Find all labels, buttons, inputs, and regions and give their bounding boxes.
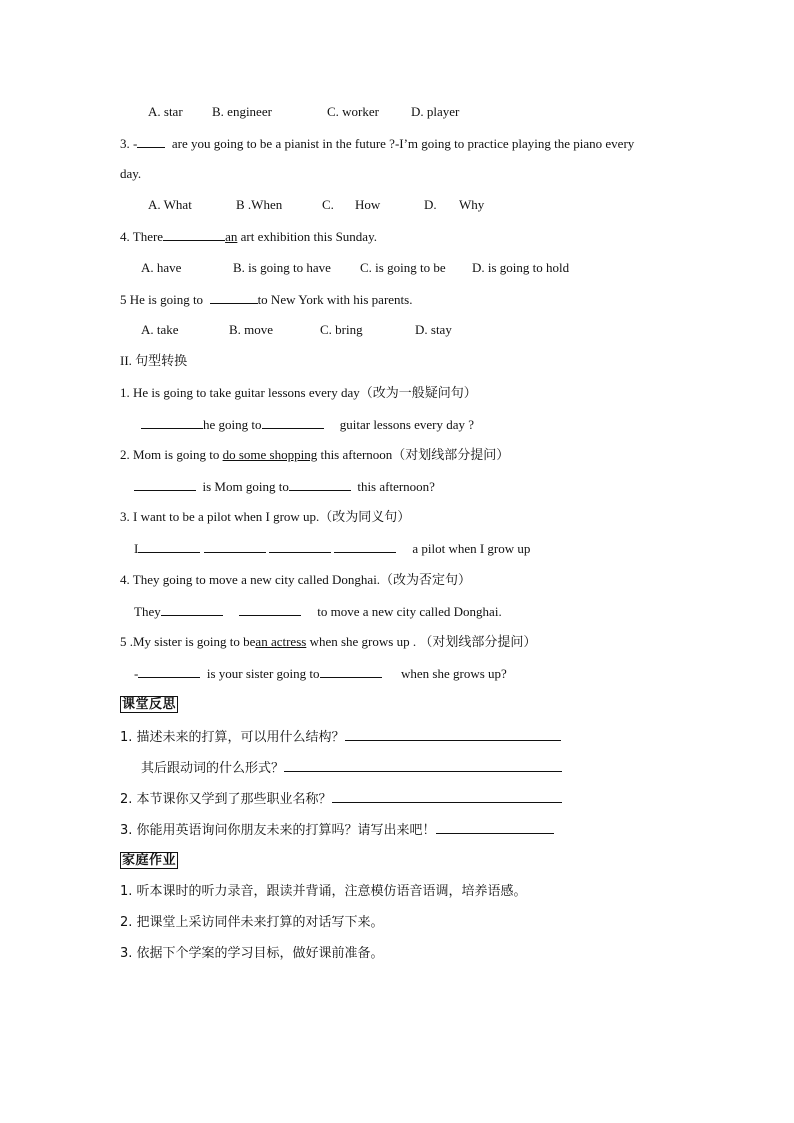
q4-question: [120, 228, 377, 245]
reflection-item-2: [120, 790, 562, 808]
answer-blank: [141, 416, 203, 429]
q3-option-a: A. What: [148, 197, 192, 212]
q4-option-a: A. have: [141, 260, 182, 275]
transform-4-prompt: 4. They going to move a new city called Donghai.（改为否定句）: [120, 572, 472, 587]
transform-2-mid: is Mom going to: [202, 479, 289, 494]
answer-blank: [284, 759, 562, 772]
q5-question: [120, 291, 412, 308]
homework-item-2: 2. 把课堂上采访同伴未来打算的对话写下来。: [120, 915, 384, 930]
homework-title: 家庭作业: [122, 853, 177, 868]
answer-blank: [320, 665, 382, 678]
answer-blank: [332, 790, 562, 803]
transform-2-underlined: do some shopping: [222, 447, 318, 462]
q4-option-d: D. is going to hold: [472, 260, 570, 275]
answer-blank: [262, 416, 324, 429]
transform-3-answer: [134, 540, 530, 557]
reflection-item-1b-text: 其后跟动词的什么形式？: [141, 761, 285, 776]
q3-text: are you going to be a pianist in the future ?-I’m going to practice playing the piano every: [171, 136, 635, 151]
transform-3-start: I: [134, 541, 139, 556]
answer-blank: [269, 540, 331, 553]
q5-text-end: to New York with his parents.: [257, 292, 413, 307]
answer-blank: [134, 478, 196, 491]
answer-blank: [345, 728, 561, 741]
transform-2-start: 2. Mom is going to: [120, 447, 220, 462]
transform-4-end: to move a new city called Donghai.: [317, 604, 502, 619]
q3-option-c: C.: [322, 197, 334, 212]
answer-blank: [161, 603, 223, 616]
q5-option-d: D. stay: [415, 322, 452, 337]
q4-option-c: C. is going to be: [360, 260, 446, 275]
reflection-item-1b: [141, 759, 562, 777]
transform-5-underlined: an actress: [255, 634, 307, 649]
q4-option-b: B. is going to have: [233, 260, 331, 275]
q2-option-b: B. engineer: [212, 104, 272, 119]
q3-option-d-text: Why: [459, 197, 485, 212]
answer-blank: [436, 821, 554, 834]
q3-option-b: B .When: [236, 197, 283, 212]
q4-underlined: an: [225, 229, 238, 244]
reflection-item-1: [120, 728, 561, 746]
answer-blank: [334, 540, 396, 553]
transform-3-end: a pilot when I grow up: [412, 541, 531, 556]
q4-text-start: 4. There: [120, 229, 164, 244]
answer-blank: [137, 135, 165, 148]
transform-1-end: guitar lessons every day ?: [339, 417, 475, 432]
answer-blank: [138, 665, 200, 678]
answer-blank: [138, 540, 200, 553]
transform-5-answer: [134, 665, 507, 682]
answer-blank: [204, 540, 266, 553]
transform-4-answer: [134, 603, 502, 620]
q5-option-c: C. bring: [320, 322, 363, 337]
transform-5-end: when she grows up . （对划线部分提问）: [309, 634, 537, 649]
q3-number: 3. -: [120, 136, 138, 151]
homework-item-3: 3. 依据下个学案的学习目标，做好课前准备。: [120, 946, 384, 961]
q2-option-a: A. star: [148, 104, 183, 119]
reflection-title: 课堂反思: [122, 697, 177, 712]
transform-2-tail: this afternoon?: [357, 479, 435, 494]
q5-option-b: B. move: [229, 322, 274, 337]
q4-text-end: art exhibition this Sunday.: [240, 229, 377, 244]
homework-item-1: 1. 听本课时的听力录音，跟读并背诵，注意模仿语音语调，培养语感。: [120, 884, 527, 899]
answer-blank: [289, 478, 351, 491]
transform-1-prompt: 1. He is going to take guitar lessons every day（改为一般疑问句）: [120, 385, 477, 400]
answer-blank: [210, 291, 258, 304]
reflection-item-3: [120, 821, 554, 839]
q3-option-d: D.: [424, 197, 437, 212]
q2-option-d: D. player: [411, 104, 460, 119]
transform-2-answer: [134, 478, 435, 495]
transform-5-mid: is your sister going to: [206, 666, 320, 681]
reflection-heading: [120, 697, 178, 713]
q3-continuation: day.: [120, 166, 142, 181]
q3-question: [120, 135, 634, 152]
transform-5-dash: -: [134, 666, 139, 681]
transform-5-tail: when she grows up?: [401, 666, 507, 681]
reflection-item-2-text: 2. 本节课你又学到了那些职业名称？: [120, 792, 332, 807]
transform-5-prompt: [120, 634, 536, 650]
section2-title: II. 句型转换: [120, 353, 188, 368]
transform-4-start: They: [134, 604, 161, 619]
q3-option-c-text: How: [355, 197, 381, 212]
answer-blank: [239, 603, 301, 616]
transform-3-prompt: 3. I want to be a pilot when I grow up.（改为同义句）: [120, 509, 411, 524]
homework-heading: [120, 853, 178, 869]
transform-2-end: this afternoon（对划线部分提问）: [320, 447, 510, 462]
transform-1-mid: he going to: [203, 417, 262, 432]
q5-option-a: A. take: [141, 322, 179, 337]
transform-1-answer: [141, 416, 474, 433]
reflection-item-1-text: 1. 描述未来的打算，可以用什么结构？: [120, 730, 345, 745]
transform-2-prompt: [120, 447, 509, 463]
q2-option-c: C. worker: [327, 104, 379, 119]
q5-text-start: 5 He is going to: [120, 292, 204, 307]
reflection-item-3-text: 3. 你能用英语询问你朋友未来的打算吗？请写出来吧！: [120, 823, 436, 838]
answer-blank: [163, 228, 225, 241]
transform-5-start: 5 .My sister is going to be: [120, 634, 256, 649]
